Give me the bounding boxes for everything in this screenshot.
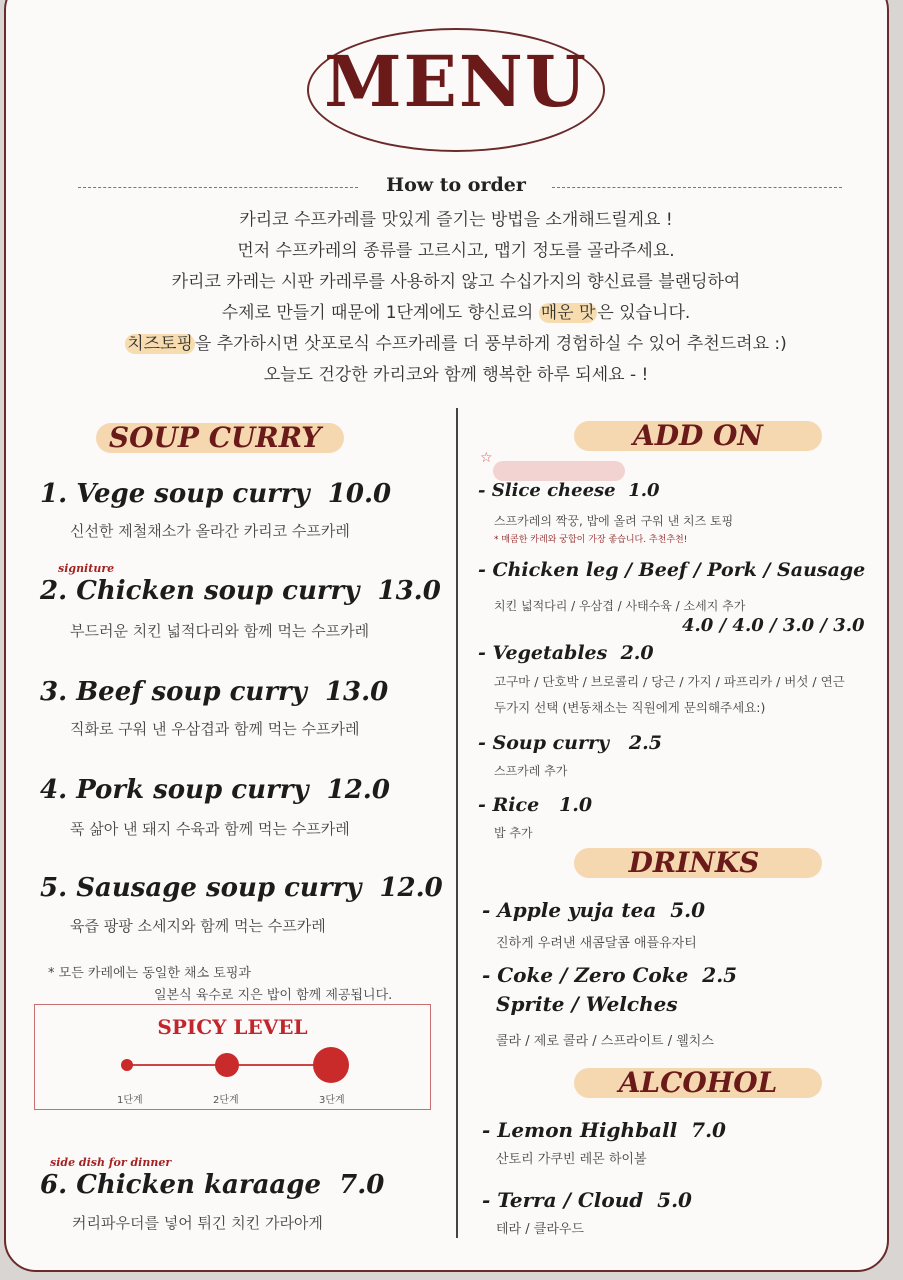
alcohol-lemon-highball: - Lemon Highball 7.0: [482, 1118, 726, 1142]
menu-item-beef: 3. Beef soup curry 13.0: [40, 677, 389, 707]
addon-vegetables: - Vegetables 2.0: [478, 642, 654, 664]
spicy-level-3-label: 3단계: [319, 1095, 345, 1106]
addon-soup-curry: - Soup curry 2.5: [478, 732, 662, 754]
drink-coke: - Coke / Zero Coke 2.5: [482, 963, 738, 987]
addon-veg-desc-2: 두가지 선택 (변동채소는 직원에게 문의해주세요:): [494, 700, 766, 715]
spicy-level-1-label: 1단계: [117, 1095, 143, 1106]
addon-rice: - Rice 1.0: [478, 794, 593, 816]
intro-line-2: 먼저 수프카레의 종류를 고르시고, 맵기 정도를 골라주세요.: [237, 241, 675, 261]
drink-coke-desc: 콜라 / 제로 콜라 / 스프라이트 / 웰치스: [496, 1034, 714, 1049]
menu-item-sausage: 5. Sausage soup curry 12.0: [40, 873, 443, 903]
spicy-dot-3: [313, 1047, 349, 1083]
spicy-level-title: SPICY LEVEL: [157, 1015, 308, 1039]
intro-line-6: 오늘도 건강한 카리코와 함께 행복한 하루 되세요 - !: [263, 365, 649, 385]
addon-meat-desc: 치킨 넓적다리 / 우삼겹 / 사태수육 / 소세지 추가: [494, 599, 746, 613]
star-icon: ☆: [480, 450, 493, 466]
intro-line-4: 수제로 만들기 때문에 1단계에도 향신료의 매운 맛 은 있습니다.: [221, 303, 691, 323]
drinks-heading: DRINKS: [628, 846, 760, 879]
highlight-cheese: 치즈토핑: [127, 334, 193, 354]
drink-sprite: Sprite / Welches: [496, 992, 678, 1016]
menu-desc-sausage: 육즙 팡팡 소세지와 함께 먹는 수프카레: [70, 917, 326, 935]
addon-soup-desc: 스프카레 추가: [494, 764, 568, 778]
column-divider: [456, 408, 458, 1238]
alcohol-heading: ALCOHOL: [618, 1066, 778, 1099]
drink-apple-yuja: - Apple yuja tea 5.0: [482, 898, 706, 922]
addon-slice-cheese: - Slice cheese 1.0: [478, 480, 660, 501]
intro-line-5: 치즈토핑 을 추가하시면 삿포로식 수프카레를 더 풍부하게 경험하실 수 있어 추천드려요 :): [127, 334, 787, 354]
addon-cheese-desc: 스프카레의 짝꿍, 밥에 올려 구워 낸 치즈 토핑: [494, 514, 734, 528]
addon-rice-desc: 밥 추가: [494, 826, 533, 840]
spicy-level-box: [34, 1004, 431, 1110]
menu-item-chicken: 2. Chicken soup curry 13.0: [40, 576, 441, 606]
menu-title: MENU: [324, 40, 588, 123]
menu-item-vege: 1. Vege soup curry 10.0: [40, 479, 392, 509]
menu-desc-chicken: 부드러운 치킨 넓적다리와 함께 먹는 수프카레: [70, 622, 370, 640]
side-dish-tag: side dish for dinner: [50, 1156, 172, 1169]
add-on-heading: ADD ON: [632, 419, 764, 452]
menu-page: [4, 0, 889, 1272]
addon-meat: - Chicken leg / Beef / Pork / Sausage: [478, 559, 866, 581]
alcohol-terra-desc: 테라 / 클라우드: [496, 1222, 584, 1237]
addon-veg-desc-1: 고구마 / 단호박 / 브로콜리 / 당근 / 가지 / 파프리카 / 버섯 / 연근: [494, 674, 845, 689]
cheese-highlight: [493, 461, 625, 481]
spicy-dot-2: [215, 1053, 239, 1077]
drink-apple-desc: 진하게 우려낸 새콤달콤 애플유자티: [496, 936, 697, 951]
spicy-level-2-label: 2단계: [213, 1095, 239, 1106]
divider-left: [78, 187, 358, 188]
addon-meat-prices: 4.0 / 4.0 / 3.0 / 3.0: [682, 615, 865, 636]
soup-curry-heading: SOUP CURRY: [108, 421, 322, 454]
soup-note-1: * 모든 카레에는 동일한 채소 토핑과: [48, 966, 251, 981]
menu-desc-pork: 푹 삶아 낸 돼지 수육과 함께 먹는 수프카레: [70, 820, 350, 838]
menu-desc-beef: 직화로 구워 낸 우삼겹과 함께 먹는 수프카레: [70, 720, 360, 738]
alcohol-lemon-desc: 산토리 가쿠빈 레몬 하이볼: [496, 1152, 647, 1167]
menu-desc-vege: 신선한 제철채소가 올라간 카리코 수프카레: [70, 522, 350, 540]
intro-line-1: 카리코 수프카레를 맛있게 즐기는 방법을 소개해드릴게요 !: [239, 210, 673, 230]
intro-line-3: 카리코 카레는 시판 카레루를 사용하지 않고 수십가지의 향신료를 블랜딩하여: [171, 272, 741, 292]
how-to-order-title: How to order: [386, 174, 526, 196]
menu-item-karaage: 6. Chicken karaage 7.0: [40, 1170, 385, 1200]
menu-item-pork: 4. Pork soup curry 12.0: [40, 775, 390, 805]
menu-desc-karaage: 커리파우더를 넣어 튀긴 치킨 가라아게: [72, 1214, 323, 1232]
alcohol-terra-cloud: - Terra / Cloud 5.0: [482, 1188, 692, 1212]
signature-tag: signiture: [58, 562, 115, 575]
highlight-spicy: 매운 맛: [540, 303, 596, 323]
addon-cheese-note: * 매콤한 카레와 궁합이 가장 좋습니다. 추천추천!: [494, 535, 688, 545]
divider-right: [552, 187, 842, 188]
spicy-dot-1: [121, 1059, 133, 1071]
soup-note-2: 일본식 육수로 지은 밥이 함께 제공됩니다.: [154, 988, 393, 1003]
